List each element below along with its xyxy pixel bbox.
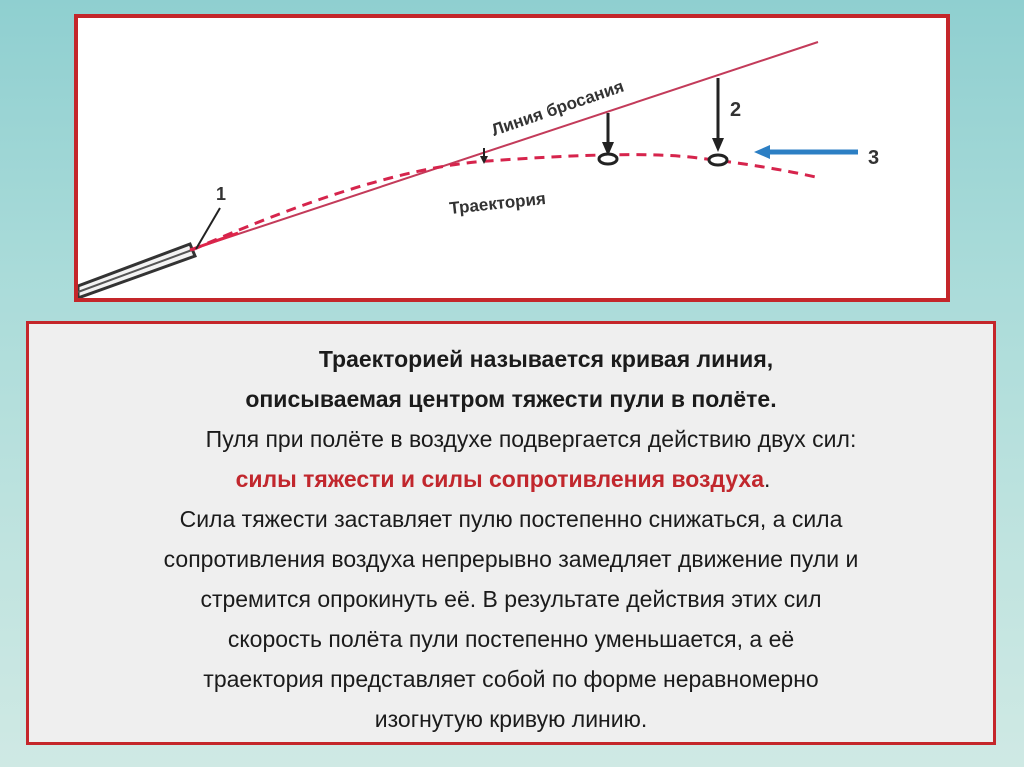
body-line-8: скорость полёта пули постепенно уменьшается, а её (227, 626, 795, 652)
throw-line (190, 42, 818, 250)
marker-3: 3 (868, 147, 880, 169)
drop-arrow-middle (602, 113, 614, 156)
forces-line (21, 464, 985, 494)
throw-line-label: Линия бросания (489, 76, 627, 140)
forces-period: . (764, 466, 771, 492)
body-line-5: Сила тяжести заставляет пулю постепенно снижаться, а сила (179, 506, 843, 532)
bullet-position-2 (709, 155, 727, 165)
trajectory-diagram (74, 14, 950, 302)
forces-names: силы тяжести и силы сопротивления воздуха (235, 466, 765, 492)
air-resistance-arrow (754, 145, 858, 159)
marker-1: 1 (216, 184, 227, 204)
trajectory-diagram-svg (78, 18, 946, 298)
body-line-6: сопротивления воздуха непрерывно замедляет движение пули и (163, 546, 859, 572)
drop-arrow-long (712, 78, 724, 152)
barrel-shape (78, 244, 195, 298)
body-line-10: изогнутую кривую линию. (374, 706, 648, 732)
bullet-position-1 (599, 154, 617, 164)
forces-intro: Пуля при полёте в воздухе подвергается действию двух сил: (205, 426, 857, 452)
definition-line-1: Траекторией называется кривая линия, (318, 346, 774, 372)
trajectory-label: Траектория (448, 188, 547, 218)
marker-2: 2 (730, 99, 742, 121)
definition-line-2: описываемая центром тяжести пули в полёте. (245, 386, 777, 412)
description-panel (26, 321, 996, 745)
body-line-9: траектория представляет собой по форме неравномерно (203, 666, 819, 692)
body-line-7: стремится опрокинуть её. В результате действия этих сил (200, 586, 822, 612)
